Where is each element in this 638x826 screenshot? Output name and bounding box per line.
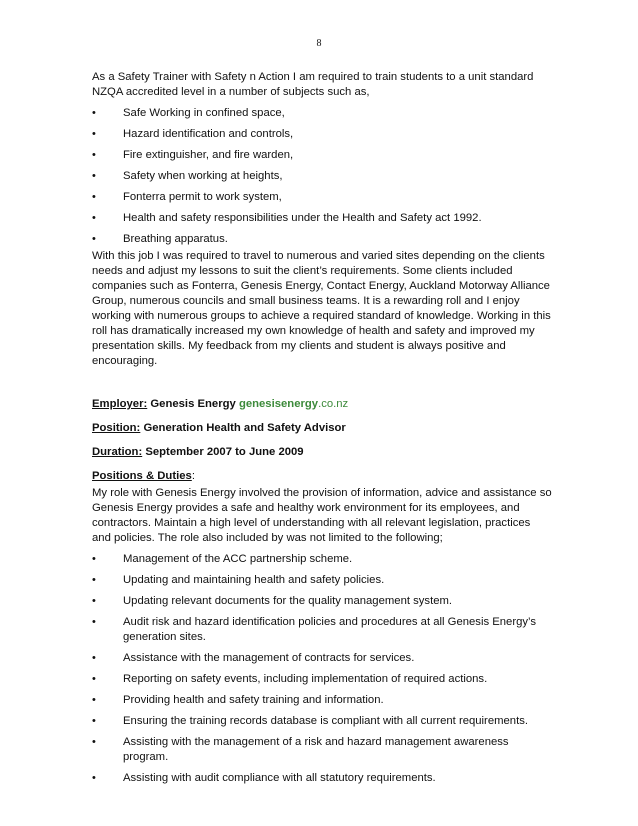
employer-label: Employer: xyxy=(92,398,148,410)
bullet-icon: • xyxy=(92,128,96,140)
bullet-icon: • xyxy=(92,233,96,245)
list-item: • Providing health and safety training and information. xyxy=(92,694,384,706)
duration-label: Duration: xyxy=(92,446,143,458)
list-item: • Fonterra permit to work system, xyxy=(92,191,282,203)
list-item: • Fire extinguisher, and fire warden, xyxy=(92,149,294,161)
bullet-icon: • xyxy=(92,616,96,628)
position-line xyxy=(92,421,552,436)
job-description-paragraph: With this job I was required to travel to numerous and varied sites depending on the clients needs and adjust my lessons to suit the client’s requirements. Some clients included companies such as Fonterra, Genesis Energy, Contact Energy, Auckland Motorway Alliance Group, numerous councils and small business teams. It is a rewarding roll and I enjoy working with numerous groups to achieve a required standard of knowledge. Working in this roll has dramatically increased my own knowledge of health and safety and improved my presentation skills. My feedback from my clients and student is always positive and encouraging. xyxy=(92,250,551,367)
list-item: • Health and safety responsibilities under the Health and Safety act 1992. xyxy=(92,212,482,224)
duration-line xyxy=(92,445,552,460)
position-label: Position: xyxy=(92,422,141,434)
bullet-icon: • xyxy=(92,212,96,224)
bullet-icon: • xyxy=(92,736,96,748)
list-item: • Management of the ACC partnership scheme. xyxy=(92,553,353,565)
bullet-icon: • xyxy=(92,553,96,565)
list-item: • Updating relevant documents for the quality management system. xyxy=(92,595,453,607)
list-item: • Breathing apparatus. xyxy=(92,233,228,245)
position-value: Generation Health and Safety Advisor xyxy=(143,422,346,434)
bullet-icon: • xyxy=(92,652,96,664)
bullet-icon: • xyxy=(92,170,96,182)
employer-name: Genesis Energy xyxy=(150,398,236,410)
list-item: • Updating and maintaining health and safety policies. xyxy=(92,574,385,586)
bullet-icon: • xyxy=(92,149,96,161)
list-item: • Assisting with the management of a risk and hazard management awareness program. xyxy=(92,736,509,763)
document-body xyxy=(92,70,552,792)
list-item: • Assistance with the management of contracts for services. xyxy=(92,652,415,664)
bullet-icon: • xyxy=(92,107,96,119)
duration-value: September 2007 to June 2009 xyxy=(145,446,304,458)
duties-list xyxy=(92,552,552,786)
intro-paragraph: As a Safety Trainer with Safety n Action I am required to train students to a unit standard NZQA accredited level in a number of subjects such as, xyxy=(92,71,534,98)
subjects-list xyxy=(92,106,552,247)
list-item: • Safe Working in confined space, xyxy=(92,107,285,119)
positions-duties-description: My role with Genesis Energy involved the provision of information, advice and assistance so Genesis Energy provides a safe and healthy work environment for its employees, and contractors. Maintain a high level of understanding with all relevant legislation, practices and policies. The role also included by was not limited to the following; xyxy=(92,487,552,544)
bullet-icon: • xyxy=(92,574,96,586)
list-item: • Assisting with audit compliance with all statutory requirements. xyxy=(92,772,436,784)
bullet-icon: • xyxy=(92,694,96,706)
employer-line xyxy=(92,397,552,412)
page-number: 8 xyxy=(316,38,322,49)
list-item: • Audit risk and hazard identification policies and procedures at all Genesis Energy’s generation sites. xyxy=(92,616,536,643)
bullet-icon: • xyxy=(92,595,96,607)
bullet-icon: • xyxy=(92,673,96,685)
bullet-icon: • xyxy=(92,715,96,727)
bullet-icon: • xyxy=(92,191,96,203)
list-item: • Reporting on safety events, including implementation of required actions. xyxy=(92,673,488,685)
list-item: • Ensuring the training records database is compliant with all current requirements. xyxy=(92,715,529,727)
list-item: • Safety when working at heights, xyxy=(92,170,283,182)
employer-website[interactable]: genesisenergy.co.nz xyxy=(238,398,349,410)
bullet-icon: • xyxy=(92,772,96,784)
positions-duties-heading: Positions & Duties: xyxy=(92,470,195,482)
list-item: • Hazard identification and controls, xyxy=(92,128,294,140)
